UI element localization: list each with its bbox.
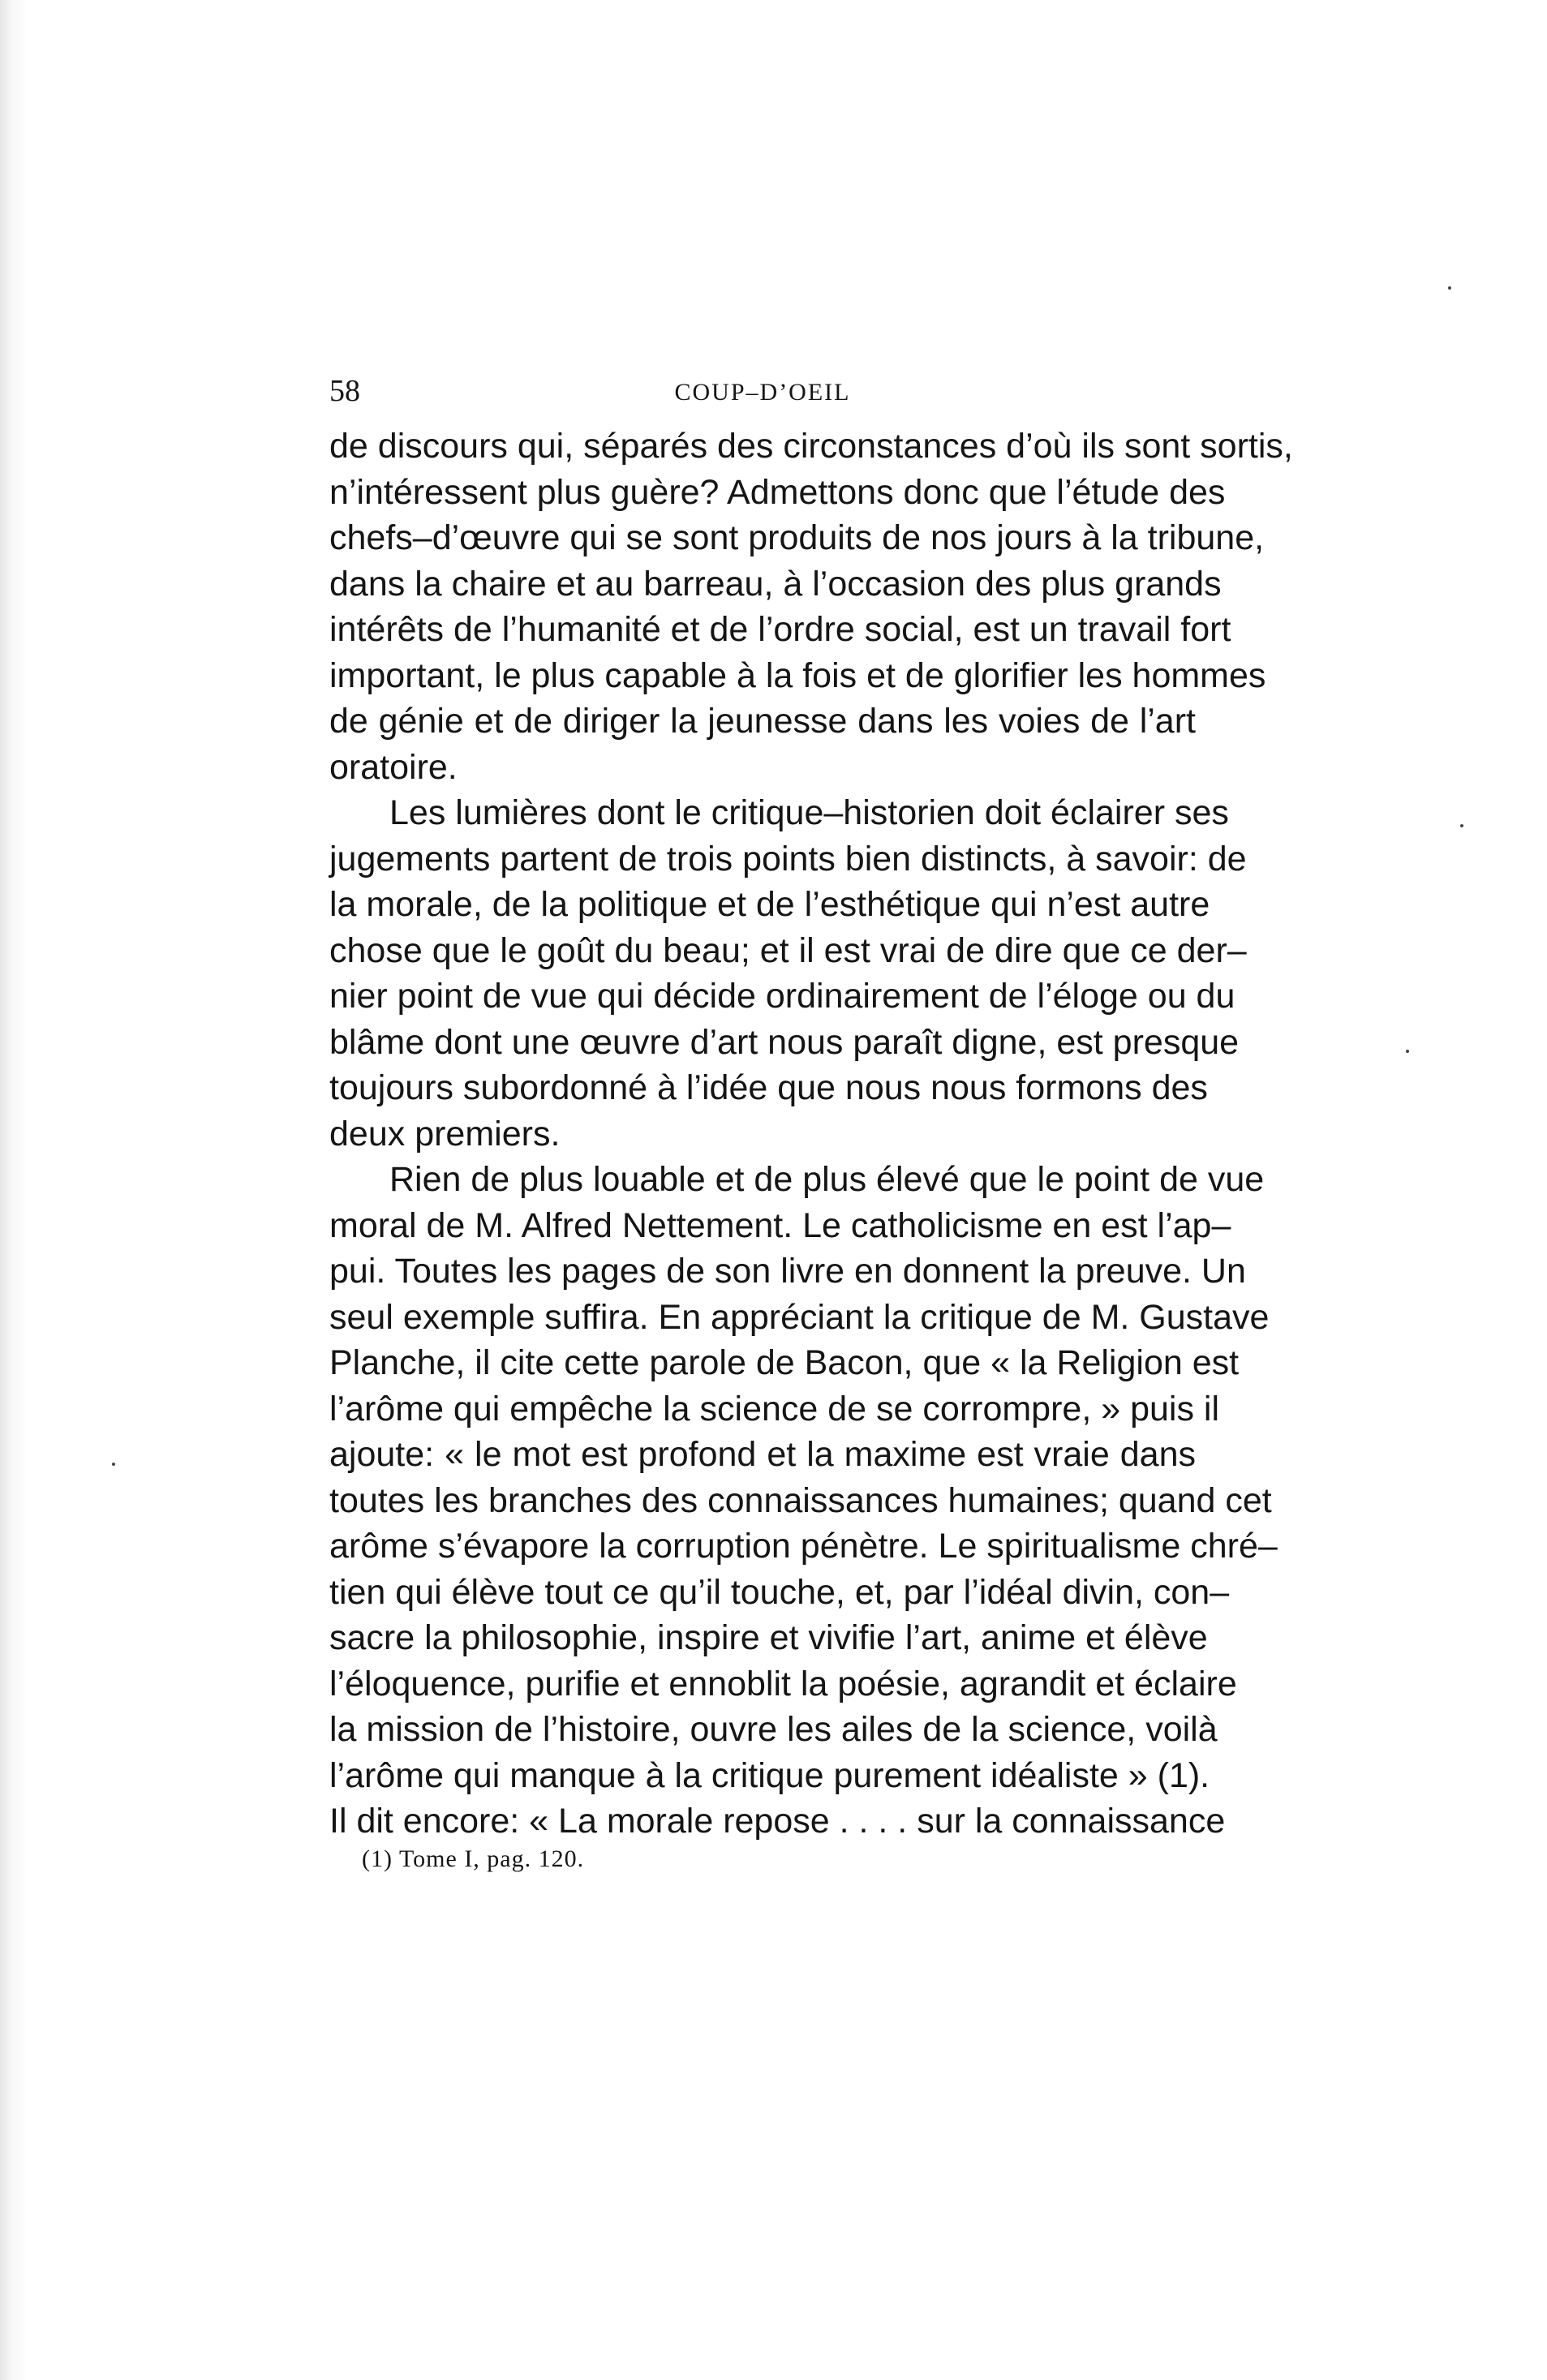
- text-line: la morale, de la politique et de l’esthétique qui n’est autre: [329, 885, 1210, 924]
- text-line: pui. Toutes les pages de son livre en donnent la preuve. Un: [329, 1252, 1246, 1291]
- text-line: de génie et de diriger la jeunesse dans les voies de l’art: [329, 702, 1196, 741]
- page-header: [329, 367, 1196, 415]
- scan-speck: [1448, 286, 1451, 290]
- text-line: sacre la philosophie, inspire et vivifie l’art, anime et élève: [329, 1618, 1208, 1657]
- text-line: intérêts de l’humanité et de l’ordre social, est un travail fort: [329, 610, 1231, 649]
- text-line: chose que le goût du beau; et il est vrai de dire que ce der–: [329, 930, 1247, 970]
- text-line: Les lumières dont le critique–historien doit éclairer ses: [389, 793, 1229, 832]
- footnote: (1) Tome I, pag. 120.: [362, 1845, 585, 1872]
- text-line: blâme dont une œuvre d’art nous paraît digne, est presque: [329, 1022, 1240, 1062]
- text-line: l’arôme qui empêche la science de se corrompre, » puis il: [329, 1389, 1220, 1428]
- text-line: Planche, il cite cette parole de Bacon, que « la Religion est: [329, 1343, 1240, 1382]
- scan-speck: [1406, 1050, 1409, 1053]
- text-line: l’arôme qui manque à la critique purement idéaliste » (1).: [329, 1755, 1210, 1795]
- scan-gutter: [0, 0, 28, 2380]
- text-line: l’éloquence, purifie et ennoblit la poésie, agrandit et éclaire: [329, 1664, 1237, 1703]
- text-line: arôme s’évapore la corruption pénètre. Le spiritualisme chré–: [329, 1527, 1278, 1566]
- paragraph: [329, 1157, 1278, 1845]
- body-text: [329, 423, 1293, 1845]
- text-line: deux premiers.: [329, 1114, 561, 1153]
- text-line: Il dit encore: « La morale repose . . . . sur la connaissance: [329, 1802, 1226, 1841]
- text-line: seul exemple suffira. En appréciant la critique de M. Gustave: [329, 1297, 1270, 1337]
- text-line: nier point de vue qui décide ordinairement de l’éloge ou du: [329, 977, 1235, 1016]
- text-line: dans la chaire et au barreau, à l’occasion des plus grands: [329, 564, 1222, 604]
- text-line: important, le plus capable à la fois et de glorifier les hommes: [329, 655, 1266, 695]
- paragraph: [329, 423, 1293, 790]
- running-title: COUP–D’OEIL: [674, 379, 851, 406]
- text-line: chefs–d’œuvre qui se sont produits de nos jours à la tribune,: [329, 518, 1265, 557]
- scan-speck: [1460, 824, 1463, 827]
- text-line: la mission de l’histoire, ouvre les ailes de la science, voilà: [329, 1710, 1218, 1749]
- text-line: Rien de plus louable et de plus élevé que le point de vue: [389, 1160, 1265, 1199]
- text-line: de discours qui, séparés des circonstances d’où ils sont sortis,: [329, 427, 1293, 466]
- text-line: ajoute: « le mot est profond et la maxime est vraie dans: [329, 1435, 1196, 1474]
- text-line: tien qui élève tout ce qu’il touche, et, par l’idéal divin, con–: [329, 1572, 1230, 1612]
- text-line: jugements partent de trois points bien distincts, à savoir: de: [329, 839, 1247, 879]
- text-line: toujours subordonné à l’idée que nous nous formons des: [329, 1068, 1208, 1107]
- text-line: toutes les branches des connaissances humaines; quand cet: [329, 1480, 1272, 1520]
- page-number: 58: [329, 374, 360, 408]
- paragraph: [329, 790, 1247, 1157]
- scan-speck: [112, 1463, 115, 1466]
- text-line: moral de M. Alfred Nettement. Le catholicisme en est l’ap–: [329, 1205, 1231, 1245]
- text-line: oratoire.: [329, 747, 458, 787]
- text-line: n’intéressent plus guère? Admettons donc que l’étude des: [329, 472, 1226, 512]
